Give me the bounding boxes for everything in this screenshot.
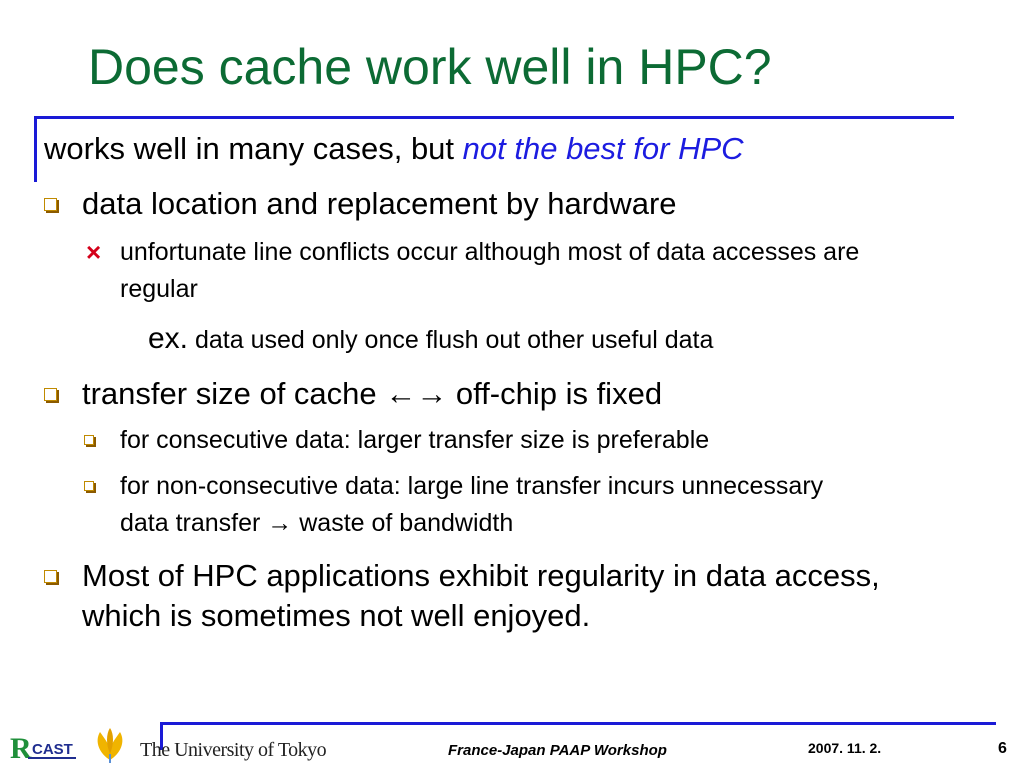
example-label: ex.	[148, 322, 189, 355]
svg-text:R: R	[10, 732, 32, 764]
title-divider	[34, 116, 954, 119]
footer-workshop: France-Japan PAAP Workshop	[448, 742, 667, 759]
square-bullet-icon	[44, 198, 57, 211]
square-bullet-icon	[84, 435, 94, 445]
example-line	[148, 322, 713, 356]
subtitle-emphasis: not the best for HPC	[462, 131, 744, 166]
ginkgo-logo-icon	[90, 724, 130, 764]
cross-icon: ×	[86, 237, 102, 267]
bullet-text: Most of HPC applications exhibit regularity in data access, which is sometimes not well enjoyed.	[82, 558, 880, 633]
bullet-text: transfer size of cache ←→ off-chip is fixed	[82, 376, 663, 411]
title-divider-vertical	[34, 116, 37, 182]
footer-divider	[160, 722, 996, 725]
university-name: The University of Tokyo	[140, 739, 327, 761]
bullet-text: data location and replacement by hardware	[82, 186, 677, 221]
bullet-text: for consecutive data: larger transfer size is preferable	[120, 426, 710, 454]
bullet-level2	[84, 422, 874, 459]
bullet-text: unfortunate line conflicts occur although most of data accesses are regular	[120, 238, 860, 303]
footer-date: 2007. 11. 2.	[808, 740, 882, 756]
subtitle-lead: works well in many cases, but	[44, 131, 463, 166]
slide-title: Does cache work well in HPC?	[88, 39, 772, 95]
square-bullet-icon	[44, 570, 57, 583]
page-number: 6	[998, 740, 1007, 757]
bullet-level1	[44, 556, 924, 636]
example-text: data used only once flush out other useful data	[188, 326, 714, 354]
subtitle	[44, 132, 744, 166]
rcast-logo	[8, 728, 78, 764]
bullet-text: for non-consecutive data: large line transfer incurs unnecessary data transfer → waste of bandwidth	[120, 472, 824, 537]
bullet-level2	[84, 234, 874, 308]
bullet-level1	[44, 374, 924, 414]
svg-text:CAST: CAST	[32, 741, 73, 758]
bullet-level1	[44, 184, 924, 224]
square-bullet-icon	[84, 481, 94, 491]
bullet-level2	[84, 468, 874, 542]
square-bullet-icon	[44, 388, 57, 401]
